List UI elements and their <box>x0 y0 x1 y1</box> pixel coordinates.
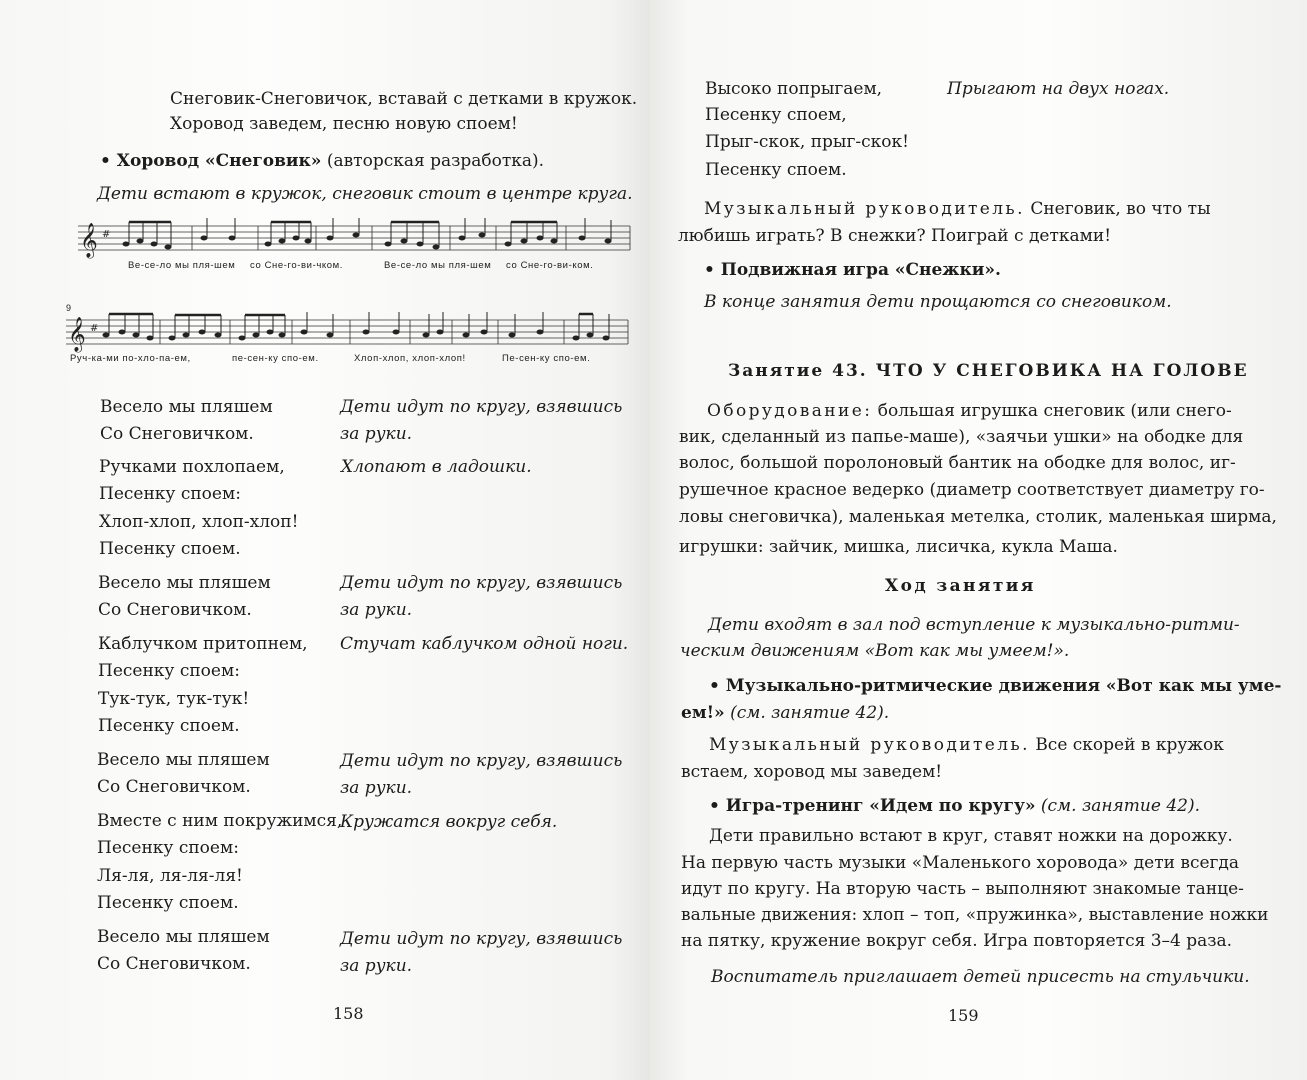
lesson-title: Занятие 43. ЧТО У СНЕГОВИКА НА ГОЛОВЕ <box>728 361 1249 381</box>
verse-2-line-2: Песенку споем: <box>99 484 241 504</box>
lyrics-1a: Ве-се-ло мы пля-шем <box>128 260 236 271</box>
training-heading <box>709 795 1200 817</box>
description-line-3: идут по кругу. На вторую часть – выполняют знакомые танце- <box>681 879 1244 899</box>
intro-line-2: Хоровод заведем, песню новую споем! <box>170 114 518 134</box>
description-line-1: Дети правильно встают в круг, ставят ножки на дорожку. <box>709 826 1233 846</box>
lyrics-2c: Хлоп-хлоп, хлоп-хлоп! <box>354 353 466 364</box>
verse-action: Прыгают на двух ногах. <box>947 79 1170 99</box>
right-page <box>650 0 1307 1080</box>
movements-ref: (см. занятие 42). <box>724 703 890 723</box>
verse-3-action-2: за руки. <box>340 600 413 620</box>
verse-2-line-1: Ручками похлопаем, <box>99 457 285 477</box>
verse-6-line-3: Ля-ля, ля-ля-ля! <box>97 866 243 886</box>
dance-heading <box>100 150 544 172</box>
closing-direction: Воспитатель приглашает детей присесть на стульчики. <box>711 967 1250 987</box>
leader-line-1 <box>704 198 1211 220</box>
svg-text:𝄞: 𝄞 <box>80 223 98 258</box>
verse-6-line-1: Вместе с ним покружимся, <box>97 811 343 831</box>
verse-7-line-1: Весело мы пляшем <box>97 927 270 947</box>
verse-1-line-1: Весело мы пляшем <box>100 397 273 417</box>
description-line-4: вальные движения: хлоп – топ, «пружинка», выставление ножки <box>681 905 1269 925</box>
verse-7-action-1: Дети идут по кругу, взявшись <box>340 929 623 949</box>
lyrics-1d: со Сне-го-ви-ком. <box>506 260 594 271</box>
movements-heading-2 <box>681 702 889 724</box>
leader-speech-2b: встаем, хоровод мы заведем! <box>681 762 943 782</box>
left-page <box>0 0 650 1080</box>
equipment-line-6: игрушки: зайчик, мишка, лисичка, кукла Маша. <box>679 537 1118 557</box>
svg-text:#: # <box>102 229 111 240</box>
verse-4-line-3: Тук-тук, тук-тук! <box>98 689 250 709</box>
verse-1-line-2: Со Снеговичком. <box>100 424 254 444</box>
movements-heading-2-bold: ем!» <box>681 703 725 723</box>
lyrics-2d: Пе-сен-ку спо-ем. <box>502 353 591 364</box>
verse-4-action-1: Стучат каблучком одной ноги. <box>340 634 629 654</box>
verse-line-2: Песенку споем, <box>705 105 847 125</box>
game-heading: • Подвижная игра «Снежки». <box>704 260 1001 280</box>
equipment-line-2: вик, сделанный из папье-маше), «заячьи ушки» на ободке для <box>679 427 1244 447</box>
lyrics-1b: со Сне-го-ви-чком. <box>250 260 344 271</box>
section-title: Ход занятия <box>885 576 1036 596</box>
equipment-label: Оборудование: <box>707 401 873 421</box>
verse-5-line-2: Со Снеговичком. <box>97 777 251 797</box>
verse-2-action-1: Хлопают в ладошки. <box>341 457 532 477</box>
leader-line-2 <box>709 734 1224 756</box>
movements-heading-1: • Музыкально-ритмические движения «Вот как мы уме- <box>709 676 1282 696</box>
description-line-5: на пятку, кружение вокруг себя. Игра повторяется 3–4 раза. <box>681 931 1233 951</box>
page-number-right: 159 <box>948 1006 979 1025</box>
verse-3-line-2: Со Снеговичком. <box>98 600 252 620</box>
verse-4-line-4: Песенку споем. <box>98 716 240 736</box>
verse-line-3: Прыг-скок, прыг-скок! <box>705 132 909 152</box>
svg-text:#: # <box>90 323 99 334</box>
training-heading-bold: • Игра-тренинг «Идем по кругу» <box>709 796 1036 816</box>
equipment-line-4: рушечное красное ведерко (диаметр соответствует диаметру го- <box>679 480 1265 500</box>
dance-heading-bold: • Хоровод «Снеговик» <box>100 151 322 171</box>
lyrics-2b: пе-сен-ку спо-ем. <box>232 353 319 364</box>
leader-speech-1a: Снеговик, во что ты <box>1030 199 1211 219</box>
verse-7-action-2: за руки. <box>340 956 413 976</box>
verse-7-line-2: Со Снеговичком. <box>97 954 251 974</box>
page-number-left: 158 <box>333 1004 364 1023</box>
verse-4-line-2: Песенку споем: <box>98 661 240 681</box>
equipment-line-3: волос, большой поролоновый бантик на ободке для волос, иг- <box>679 453 1236 473</box>
verse-6-line-4: Песенку споем. <box>97 893 239 913</box>
verse-3-action-1: Дети идут по кругу, взявшись <box>340 573 623 593</box>
verse-1-action-2: за руки. <box>340 424 413 444</box>
verse-3-line-1: Весело мы пляшем <box>98 573 271 593</box>
training-ref: (см. занятие 42). <box>1035 796 1201 816</box>
verse-2-line-4: Песенку споем. <box>99 539 241 559</box>
leader-role: Музыкальный руководитель. <box>704 199 1025 219</box>
entry-direction-1: Дети входят в зал под вступление к музыкально-ритми- <box>708 615 1240 635</box>
music-staff-2 <box>66 312 636 356</box>
lyrics-2a: Руч-ка-ми по-хло-па-ем, <box>70 353 191 364</box>
verse-1-action-1: Дети идут по кругу, взявшись <box>340 397 623 417</box>
equipment-text-1: большая игрушка снеговик (или снего- <box>872 401 1232 421</box>
verse-2-line-3: Хлоп-хлоп, хлоп-хлоп! <box>99 512 299 532</box>
stage-direction: Дети встают в кружок, снеговик стоит в центре круга. <box>97 184 633 204</box>
verse-4-line-1: Каблучком притопнем, <box>98 634 308 654</box>
verse-5-line-1: Весело мы пляшем <box>97 750 270 770</box>
verse-5-action-2: за руки. <box>340 778 413 798</box>
svg-text:𝄞: 𝄞 <box>68 317 86 352</box>
farewell-direction: В конце занятия дети прощаются со снеговиком. <box>704 292 1172 312</box>
leader-speech-1b: любишь играть? В снежки? Поиграй с детками! <box>678 226 1112 246</box>
equipment-line-1 <box>707 400 1232 422</box>
description-line-2: На первую часть музыки «Маленького хоровода» дети всегда <box>681 853 1240 873</box>
lyrics-1c: Ве-се-ло мы пля-шем <box>384 260 492 271</box>
verse-line-1: Высоко попрыгаем, <box>705 79 883 99</box>
measure-number: 9 <box>66 303 72 313</box>
verse-line-4: Песенку споем. <box>705 160 847 180</box>
entry-direction-2: ческим движениям «Вот как мы умеем!». <box>680 641 1070 661</box>
equipment-line-5: ловы снеговичка), маленькая метелка, столик, маленькая ширма, <box>679 507 1277 527</box>
music-staff-1 <box>78 218 638 263</box>
leader-speech-2a: Все скорей в кружок <box>1035 735 1224 755</box>
verse-5-action-1: Дети идут по кругу, взявшись <box>340 751 623 771</box>
intro-line-1: Снеговик-Снеговичок, вставай с детками в кружок. <box>170 89 638 109</box>
verse-6-line-2: Песенку споем: <box>97 838 239 858</box>
dance-heading-rest: (авторская разработка). <box>321 151 545 171</box>
leader-role-2: Музыкальный руководитель. <box>709 735 1030 755</box>
verse-6-action-1: Кружатся вокруг себя. <box>340 812 558 832</box>
